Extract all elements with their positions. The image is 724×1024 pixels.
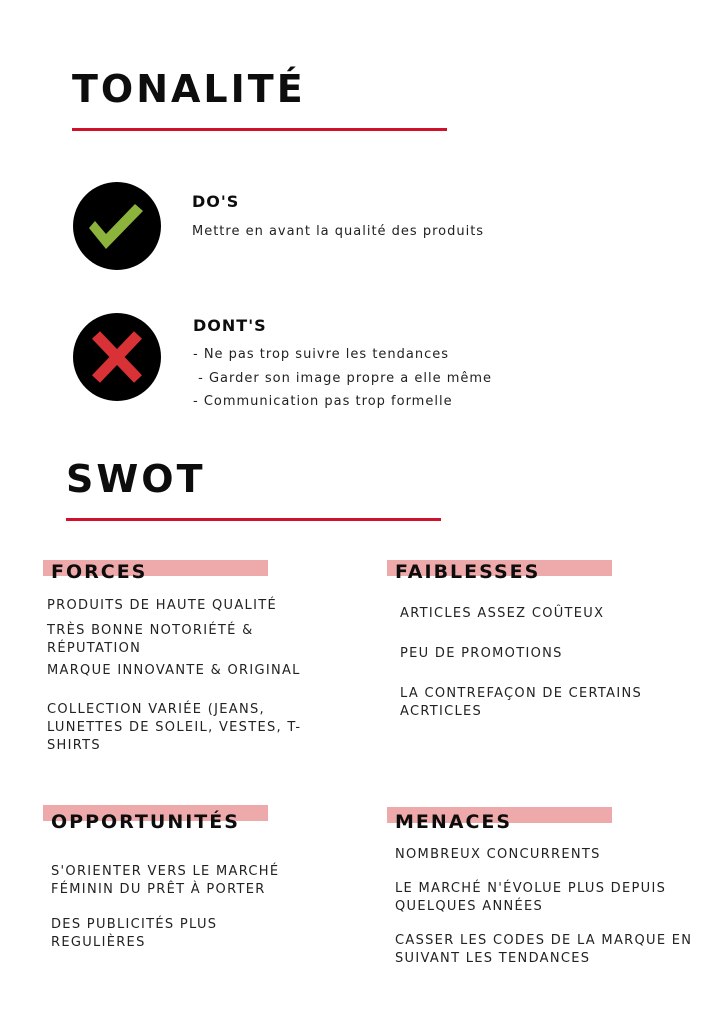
checkmark-icon <box>73 182 161 270</box>
tonalite-title: TONALITÉ <box>72 67 306 111</box>
menaces-title: MENACES <box>395 811 513 833</box>
donts-line: - Ne pas trop suivre les tendances <box>193 347 450 362</box>
faiblesses-list <box>400 605 670 721</box>
list-item: NOMBREUX CONCURRENTS <box>395 847 601 862</box>
list-item: PRODUITS DE HAUTE QUALITÉ <box>47 598 277 613</box>
list-item: COLLECTION VARIÉE (JEANS, LUNETTES DE SOLEIL, VESTES, T-SHIRTS <box>47 702 302 753</box>
menaces-list <box>395 846 705 968</box>
dos-line: Mettre en avant la qualité des produits <box>192 224 485 239</box>
donts-line: - Communication pas trop formelle <box>193 394 453 409</box>
opportunites-list <box>51 863 306 952</box>
donts-line: - Garder son image propre a elle même <box>193 371 493 386</box>
tonalite-divider <box>72 128 447 131</box>
list-item: PEU DE PROMOTIONS <box>400 646 563 661</box>
list-item: S'ORIENTER VERS LE MARCHÉ FÉMININ DU PRÊT À PORTER <box>51 864 280 897</box>
faiblesses-title: FAIBLESSES <box>395 561 541 583</box>
swot-title: SWOT <box>66 457 206 501</box>
list-item: LA CONTREFAÇON DE CERTAINS ACRTICLES <box>400 686 643 719</box>
opportunites-title: OPPORTUNITÉS <box>51 811 240 833</box>
list-item: DES PUBLICITÉS PLUS REGULIÈRES <box>51 917 218 950</box>
forces-list <box>47 597 315 755</box>
swot-divider <box>66 518 441 521</box>
list-item: ARTICLES ASSEZ COÛTEUX <box>400 606 605 621</box>
list-item: TRÈS BONNE NOTORIÉTÉ & RÉPUTATION <box>47 623 254 656</box>
list-item: CASSER LES CODES DE LA MARQUE EN SUIVANT LES TENDANCES <box>395 933 693 966</box>
forces-title: FORCES <box>51 561 148 583</box>
dos-heading: DO'S <box>192 192 240 211</box>
list-item: MARQUE INNOVANTE & ORIGINAL <box>47 663 301 678</box>
donts-heading: DONT'S <box>193 316 267 335</box>
cross-icon <box>73 313 161 401</box>
list-item: LE MARCHÉ N'ÉVOLUE PLUS DEPUIS QUELQUES ANNÉES <box>395 881 667 914</box>
